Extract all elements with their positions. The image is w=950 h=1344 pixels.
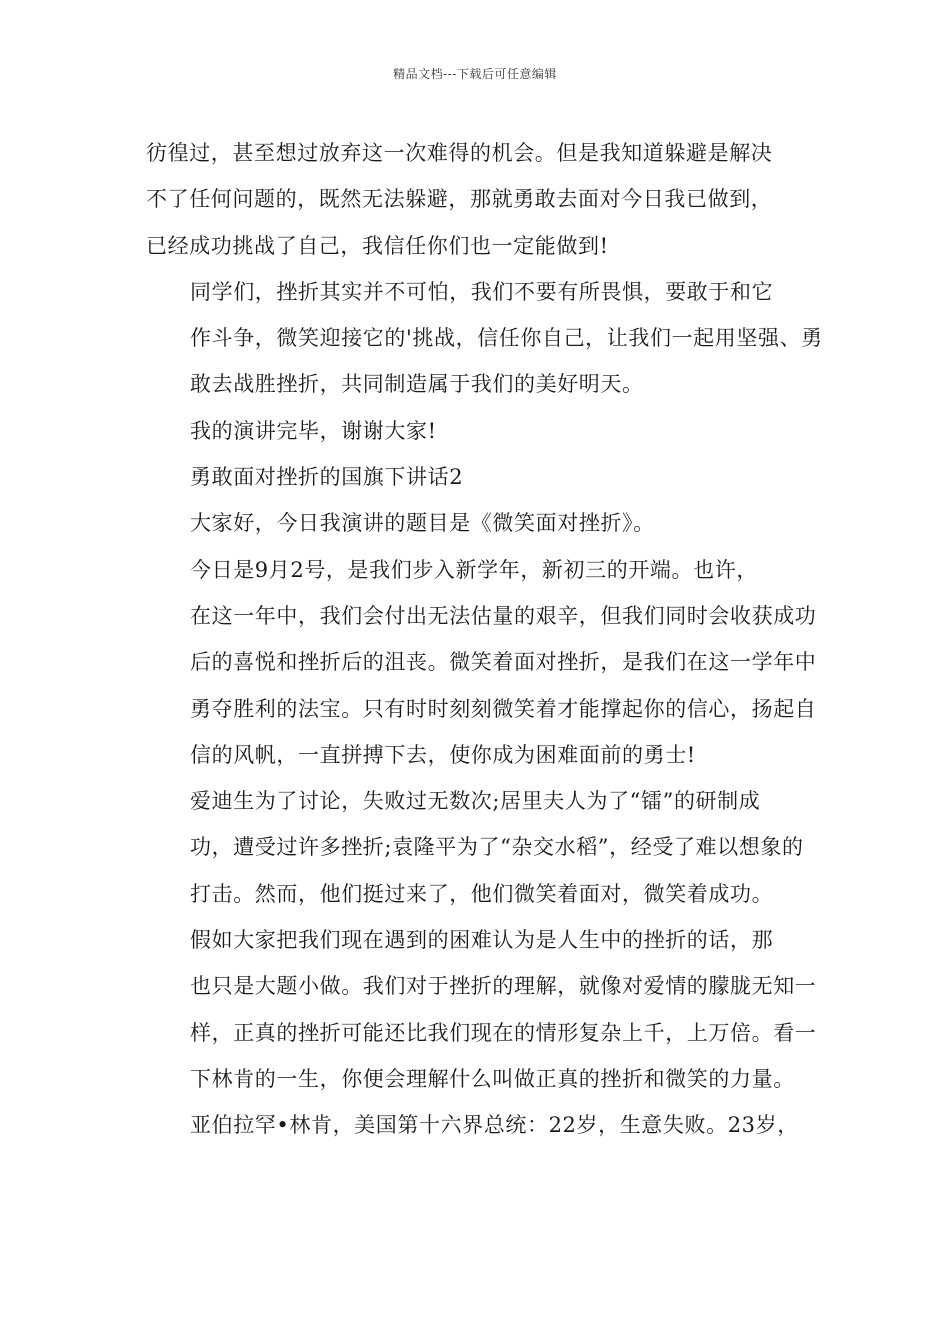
paragraph-line: 作斗争，微笑迎接它的'挑战，信任你自己，让我们一起用坚强、勇 [190,326,823,351]
paragraph-line: 后的喜悦和挫折后的沮丧。微笑着面对挫折，是我们在这一学年中 [190,650,817,675]
paragraph-line: 下林肯的一生，你便会理解什么叫做正真的挫折和微笑的力量。 [190,1066,795,1091]
paragraph-line: 已经成功挑战了自己，我信任你们也一定能做到! [146,233,609,258]
paragraph-line: 我的演讲完毕，谢谢大家! [190,418,437,443]
paragraph-line: 敢去战胜挫折，共同制造属于我们的美好明天。 [190,372,644,397]
paragraph-line: 打击。然而，他们挺过来了，他们微笑着面对，微笑着成功。 [190,881,774,906]
paragraph-line: 不了任何问题的，既然无法躲避，那就勇敢去面对今日我已做到， [146,187,773,212]
paragraph [146,917,826,1102]
paragraph [146,778,826,917]
document-body [146,130,826,1149]
paragraph-line: 勇敢面对挫折的国旗下讲话2 [190,465,464,490]
paragraph-line: 勇夺胜利的法宝。只有时时刻刻微笑着才能撑起你的信心，扬起自 [190,696,817,721]
paragraph-line: 信的风帆，一直拼搏下去，使你成为困难面前的勇士! [190,742,696,767]
paragraph-line: 样，正真的挫折可能还比我们现在的情形复杂上千，上万倍。看一 [190,1020,817,1045]
paragraph-line: 亚伯拉罕•林肯，美国第十六界总统：22岁，生意失败。23岁， [190,1113,799,1138]
paragraph-line: 今日是9月2号，是我们步入新学年，新初三的开端。也许， [190,557,758,582]
paragraph-line: 假如大家把我们现在遇到的困难认为是人生中的挫折的话，那 [190,928,774,953]
paragraph-line: 大家好，今日我演讲的题目是《微笑面对挫折》。 [190,511,655,536]
paragraph [146,408,826,454]
paragraph [146,547,826,778]
page-header: 精品文档---下载后可任意编辑 [393,67,557,81]
paragraph-line: 同学们，挫折其实并不可怕，我们不要有所畏惧，要敢于和它 [190,279,774,304]
paragraph [146,454,826,500]
paragraph [146,269,826,408]
paragraph-line: 也只是大题小做。我们对于挫折的理解，就像对爱情的朦胧无知一 [190,974,817,999]
paragraph [146,1102,826,1148]
paragraph-line: 彷徨过，甚至想过放弃这一次难得的机会。但是我知道躲避是解决 [146,141,773,165]
paragraph [146,130,826,269]
paragraph-line: 在这一年中，我们会付出无法估量的艰辛，但我们同时会收获成功 [190,603,817,628]
paragraph [146,500,826,546]
paragraph-line: 爱迪生为了讨论，失败过无数次;居里夫人为了“镭”的研制成 [190,789,761,814]
paragraph-line: 功，遭受过许多挫折;袁隆平为了“杂交水稻”，经受了难以想象的 [190,835,804,860]
